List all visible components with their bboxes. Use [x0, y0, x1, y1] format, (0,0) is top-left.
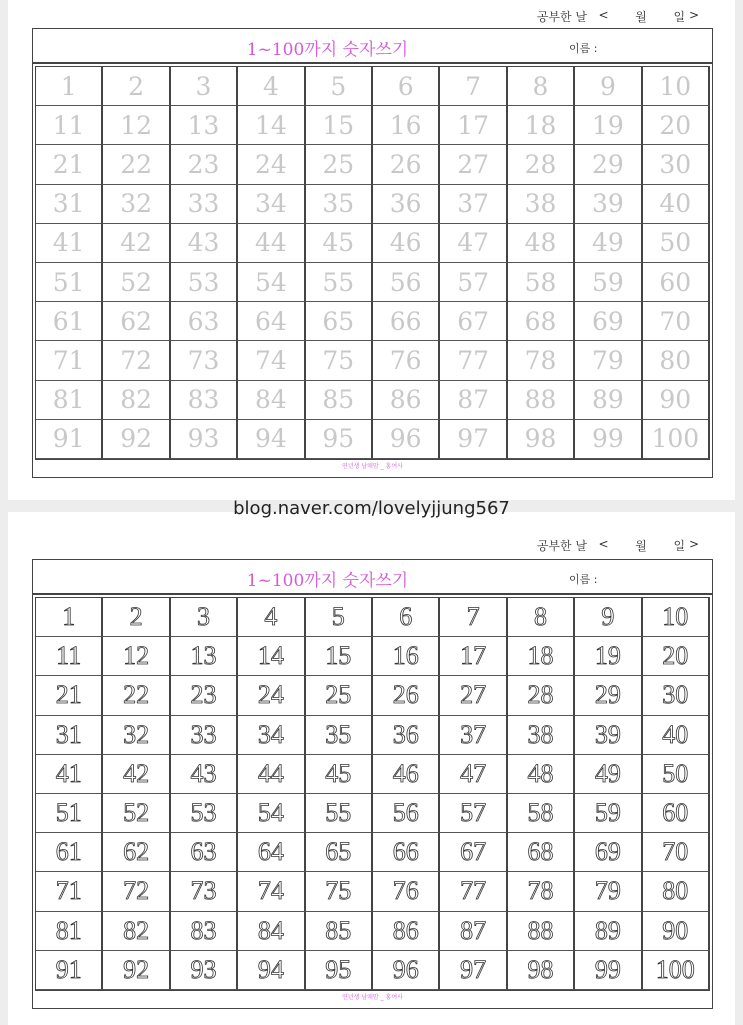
- number-cell: 17: [440, 106, 507, 145]
- number-cell: 66: [373, 833, 440, 872]
- number-cell: 78: [508, 872, 575, 911]
- worksheet-title: 1~100까지 숫자쓰기: [246, 571, 409, 591]
- number-cell: 48: [508, 755, 575, 794]
- number-cell: 100: [643, 420, 710, 459]
- number-cell: 84: [238, 381, 305, 420]
- number-cell: 7: [440, 598, 507, 637]
- number-cell: 40: [643, 716, 710, 755]
- number-cell: 33: [171, 716, 238, 755]
- number-cell: 19: [575, 637, 642, 676]
- number-cell: 15: [306, 637, 373, 676]
- number-cell: 41: [36, 224, 103, 263]
- number-cell: 44: [238, 755, 305, 794]
- number-cell: 72: [103, 341, 170, 380]
- number-cell: 44: [238, 224, 305, 263]
- number-cell: 16: [373, 637, 440, 676]
- number-cell: 56: [373, 794, 440, 833]
- number-cell: 3: [171, 598, 238, 637]
- number-cell: 69: [575, 833, 642, 872]
- number-cell: 26: [373, 145, 440, 184]
- number-cell: 61: [36, 302, 103, 341]
- number-cell: 12: [103, 637, 170, 676]
- number-cell: 2: [103, 598, 170, 637]
- number-cell: 74: [238, 872, 305, 911]
- number-cell: 67: [440, 302, 507, 341]
- number-cell: 10: [643, 67, 710, 106]
- number-cell: 42: [103, 755, 170, 794]
- number-cell: 88: [508, 381, 575, 420]
- number-cell: 32: [103, 185, 170, 224]
- day-label: 일: [673, 539, 686, 553]
- number-cell: 54: [238, 794, 305, 833]
- number-cell: 99: [575, 420, 642, 459]
- day-label: 일: [673, 10, 686, 24]
- number-cell: 81: [36, 912, 103, 951]
- number-cell: 70: [643, 833, 710, 872]
- name-field-label: 이름 :: [569, 42, 598, 55]
- number-cell: 39: [575, 185, 642, 224]
- number-cell: 89: [575, 381, 642, 420]
- number-cell: 83: [171, 912, 238, 951]
- number-cell: 59: [575, 263, 642, 302]
- number-cell: 19: [575, 106, 642, 145]
- number-cell: 93: [171, 420, 238, 459]
- number-cell: 87: [440, 912, 507, 951]
- number-cell: 96: [373, 420, 440, 459]
- number-cell: 79: [575, 872, 642, 911]
- number-cell: 94: [238, 951, 305, 990]
- number-cell: 69: [575, 302, 642, 341]
- number-cell: 82: [103, 381, 170, 420]
- worksheet-title: 1~100까지 숫자쓰기: [246, 40, 409, 60]
- number-cell: 12: [103, 106, 170, 145]
- number-cell: 88: [508, 912, 575, 951]
- number-cell: 61: [36, 833, 103, 872]
- number-cell: 89: [575, 912, 642, 951]
- number-cell: 47: [440, 224, 507, 263]
- number-cell: 80: [643, 341, 710, 380]
- number-cell: 54: [238, 263, 305, 302]
- worksheet-outline: [8, 512, 735, 1025]
- number-cell: 64: [238, 833, 305, 872]
- number-cell: 60: [643, 794, 710, 833]
- number-cell: 31: [36, 716, 103, 755]
- number-cell: 21: [36, 676, 103, 715]
- date-close-bracket: >: [688, 537, 699, 551]
- number-cell: 91: [36, 420, 103, 459]
- number-cell: 92: [103, 951, 170, 990]
- worksheet-footer: 연년생 남매맘 _ 홍여사: [35, 459, 710, 474]
- number-cell: 59: [575, 794, 642, 833]
- date-close-bracket: >: [688, 8, 699, 22]
- number-cell: 7: [440, 67, 507, 106]
- number-cell: 83: [171, 381, 238, 420]
- number-cell: 63: [171, 302, 238, 341]
- date-open-bracket: <: [598, 8, 609, 22]
- number-cell: 3: [171, 67, 238, 106]
- number-cell: 68: [508, 302, 575, 341]
- number-cell: 13: [171, 637, 238, 676]
- number-cell: 33: [171, 185, 238, 224]
- number-cell: 27: [440, 676, 507, 715]
- number-cell: 20: [643, 106, 710, 145]
- number-cell: 56: [373, 263, 440, 302]
- number-cell: 34: [238, 716, 305, 755]
- worksheet-frame: [32, 559, 713, 1009]
- number-cell: 86: [373, 381, 440, 420]
- number-cell: 82: [103, 912, 170, 951]
- number-cell: 38: [508, 185, 575, 224]
- number-cell: 30: [643, 145, 710, 184]
- number-cell: 95: [306, 951, 373, 990]
- number-cell: 50: [643, 224, 710, 263]
- number-cell: 65: [306, 302, 373, 341]
- number-cell: 53: [171, 794, 238, 833]
- number-cell: 80: [643, 872, 710, 911]
- number-cell: 36: [373, 716, 440, 755]
- number-grid: [35, 66, 710, 459]
- number-cell: 22: [103, 145, 170, 184]
- number-cell: 30: [643, 676, 710, 715]
- number-cell: 23: [171, 676, 238, 715]
- number-cell: 45: [306, 755, 373, 794]
- number-cell: 6: [373, 598, 440, 637]
- number-cell: 21: [36, 145, 103, 184]
- number-cell: 37: [440, 185, 507, 224]
- number-cell: 73: [171, 872, 238, 911]
- number-cell: 96: [373, 951, 440, 990]
- number-cell: 90: [643, 381, 710, 420]
- number-cell: 6: [373, 67, 440, 106]
- number-cell: 16: [373, 106, 440, 145]
- number-cell: 41: [36, 755, 103, 794]
- number-cell: 20: [643, 637, 710, 676]
- number-cell: 29: [575, 676, 642, 715]
- number-cell: 2: [103, 67, 170, 106]
- number-cell: 8: [508, 598, 575, 637]
- number-cell: 28: [508, 676, 575, 715]
- number-cell: 24: [238, 145, 305, 184]
- number-cell: 97: [440, 951, 507, 990]
- number-cell: 26: [373, 676, 440, 715]
- number-cell: 50: [643, 755, 710, 794]
- number-cell: 8: [508, 67, 575, 106]
- number-cell: 57: [440, 263, 507, 302]
- number-cell: 60: [643, 263, 710, 302]
- number-cell: 68: [508, 833, 575, 872]
- number-cell: 52: [103, 794, 170, 833]
- number-cell: 51: [36, 263, 103, 302]
- number-cell: 72: [103, 872, 170, 911]
- number-cell: 25: [306, 145, 373, 184]
- number-cell: 78: [508, 341, 575, 380]
- title-bar: [33, 29, 712, 64]
- number-cell: 65: [306, 833, 373, 872]
- number-cell: 13: [171, 106, 238, 145]
- number-cell: 77: [440, 341, 507, 380]
- number-cell: 35: [306, 716, 373, 755]
- date-label: 공부한 날: [536, 10, 587, 24]
- number-cell: 37: [440, 716, 507, 755]
- number-cell: 55: [306, 794, 373, 833]
- number-cell: 4: [238, 67, 305, 106]
- number-cell: 49: [575, 755, 642, 794]
- number-cell: 71: [36, 341, 103, 380]
- worksheet-frame: [32, 28, 713, 478]
- number-cell: 57: [440, 794, 507, 833]
- number-cell: 29: [575, 145, 642, 184]
- number-grid: [35, 597, 710, 990]
- number-cell: 99: [575, 951, 642, 990]
- number-cell: 85: [306, 381, 373, 420]
- number-cell: 84: [238, 912, 305, 951]
- number-cell: 67: [440, 833, 507, 872]
- number-cell: 49: [575, 224, 642, 263]
- number-cell: 63: [171, 833, 238, 872]
- number-cell: 92: [103, 420, 170, 459]
- number-cell: 23: [171, 145, 238, 184]
- name-field-label: 이름 :: [569, 573, 598, 586]
- number-cell: 87: [440, 381, 507, 420]
- worksheet-footer: 연년생 남매맘 _ 홍여사: [35, 990, 710, 1005]
- number-cell: 18: [508, 637, 575, 676]
- number-cell: 66: [373, 302, 440, 341]
- number-cell: 74: [238, 341, 305, 380]
- month-label: 월: [635, 10, 647, 24]
- number-cell: 28: [508, 145, 575, 184]
- number-cell: 31: [36, 185, 103, 224]
- number-cell: 77: [440, 872, 507, 911]
- number-cell: 51: [36, 794, 103, 833]
- number-cell: 98: [508, 951, 575, 990]
- number-cell: 47: [440, 755, 507, 794]
- number-cell: 75: [306, 341, 373, 380]
- number-cell: 35: [306, 185, 373, 224]
- blog-watermark: blog.naver.com/lovelyjjung567: [233, 498, 510, 519]
- number-cell: 76: [373, 341, 440, 380]
- number-cell: 4: [238, 598, 305, 637]
- number-cell: 76: [373, 872, 440, 911]
- number-cell: 22: [103, 676, 170, 715]
- number-cell: 18: [508, 106, 575, 145]
- number-cell: 81: [36, 381, 103, 420]
- number-cell: 32: [103, 716, 170, 755]
- number-cell: 62: [103, 302, 170, 341]
- number-cell: 55: [306, 263, 373, 302]
- number-cell: 17: [440, 637, 507, 676]
- number-cell: 52: [103, 263, 170, 302]
- number-cell: 70: [643, 302, 710, 341]
- number-cell: 25: [306, 676, 373, 715]
- number-cell: 85: [306, 912, 373, 951]
- number-cell: 39: [575, 716, 642, 755]
- study-date-line: [537, 8, 699, 25]
- number-cell: 5: [306, 598, 373, 637]
- number-cell: 79: [575, 341, 642, 380]
- study-date-line: [537, 537, 699, 554]
- number-cell: 90: [643, 912, 710, 951]
- month-label: 월: [635, 539, 647, 553]
- worksheet-trace: [8, 0, 735, 500]
- number-cell: 64: [238, 302, 305, 341]
- number-cell: 100: [643, 951, 710, 990]
- number-cell: 1: [36, 598, 103, 637]
- date-label: 공부한 날: [536, 539, 587, 553]
- number-cell: 94: [238, 420, 305, 459]
- number-cell: 75: [306, 872, 373, 911]
- number-cell: 27: [440, 145, 507, 184]
- number-cell: 42: [103, 224, 170, 263]
- number-cell: 46: [373, 224, 440, 263]
- number-cell: 11: [36, 106, 103, 145]
- number-cell: 53: [171, 263, 238, 302]
- number-cell: 10: [643, 598, 710, 637]
- number-cell: 86: [373, 912, 440, 951]
- number-cell: 97: [440, 420, 507, 459]
- number-cell: 73: [171, 341, 238, 380]
- number-cell: 34: [238, 185, 305, 224]
- number-cell: 14: [238, 106, 305, 145]
- number-cell: 71: [36, 872, 103, 911]
- number-cell: 95: [306, 420, 373, 459]
- number-cell: 58: [508, 263, 575, 302]
- number-cell: 1: [36, 67, 103, 106]
- number-cell: 58: [508, 794, 575, 833]
- date-open-bracket: <: [598, 537, 609, 551]
- number-cell: 9: [575, 67, 642, 106]
- number-cell: 38: [508, 716, 575, 755]
- number-cell: 43: [171, 224, 238, 263]
- number-cell: 24: [238, 676, 305, 715]
- number-cell: 40: [643, 185, 710, 224]
- number-cell: 62: [103, 833, 170, 872]
- number-cell: 36: [373, 185, 440, 224]
- number-cell: 48: [508, 224, 575, 263]
- number-cell: 45: [306, 224, 373, 263]
- number-cell: 91: [36, 951, 103, 990]
- number-cell: 5: [306, 67, 373, 106]
- title-bar: [33, 560, 712, 595]
- number-cell: 9: [575, 598, 642, 637]
- number-cell: 98: [508, 420, 575, 459]
- number-cell: 93: [171, 951, 238, 990]
- number-cell: 46: [373, 755, 440, 794]
- number-cell: 43: [171, 755, 238, 794]
- number-cell: 11: [36, 637, 103, 676]
- number-cell: 14: [238, 637, 305, 676]
- number-cell: 15: [306, 106, 373, 145]
